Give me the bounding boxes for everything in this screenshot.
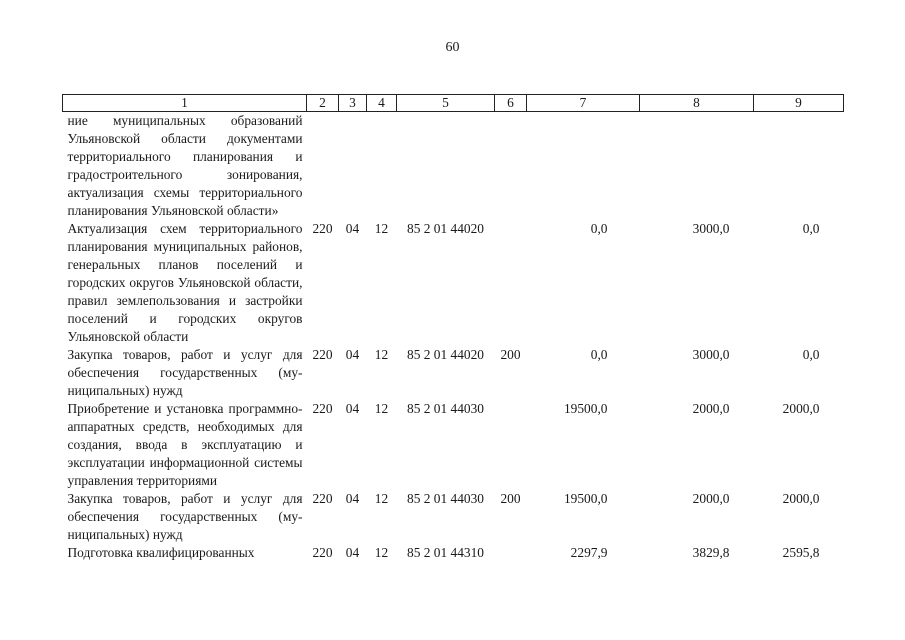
table-body (63, 112, 844, 563)
row-name: Закупка товаров, работ и услуг для обеспечения государственных (муниципальных) нужд (67, 491, 303, 542)
row-amount-col8: 3000,0 (692, 347, 730, 362)
header-cell-8: 8 (640, 95, 754, 112)
row-subsection: 12 (374, 347, 389, 362)
header-cell-4: 4 (367, 95, 397, 112)
row-amount-col9: 2595,8 (782, 545, 820, 560)
header-cell-1: 1 (63, 95, 307, 112)
row-amount-col7 (527, 112, 640, 221)
header-row (63, 95, 844, 112)
table-row (63, 112, 844, 221)
row-amount-col9: 0,0 (802, 221, 820, 236)
row-subsection: 12 (374, 545, 389, 560)
row-target-article: 85 2 01 44030 (407, 491, 484, 506)
row-name: Приобретение и установка программно-аппаратных средств, необходимых для создания, ввода в эксплуатацию и эксплуатации информационной системы управления территориями (67, 401, 303, 488)
table-row (63, 346, 844, 400)
row-subsection (367, 112, 397, 221)
row-amount-col8: 2000,0 (692, 401, 730, 416)
row-expense-type: 200 (500, 347, 521, 362)
header-cell-2: 2 (307, 95, 339, 112)
row-name: ние муниципальных образований Ульяновской области документами территориального планирования и градостроительного зонирования, актуализация схемы территориального планирования Ульяновской области» (67, 113, 303, 218)
row-section: 04 (345, 401, 360, 416)
row-name: Закупка товаров, работ и услуг для обеспечения государственных (муниципальных) нужд (67, 347, 303, 398)
row-chapter: 220 (312, 545, 333, 560)
row-expense-type: 200 (500, 491, 521, 506)
row-amount-col8: 2000,0 (692, 491, 730, 506)
row-expense-type (495, 544, 527, 562)
row-amount-col9 (754, 112, 844, 221)
table-row (63, 220, 844, 346)
row-section: 04 (345, 347, 360, 362)
row-section: 04 (345, 545, 360, 560)
row-target-article: 85 2 01 44020 (407, 347, 484, 362)
row-amount-col7: 0,0 (590, 221, 608, 236)
table-row (63, 490, 844, 544)
row-amount-col9: 2000,0 (782, 401, 820, 416)
page-number: 60 (445, 40, 460, 55)
row-subsection: 12 (374, 401, 389, 416)
row-amount-col9: 0,0 (802, 347, 820, 362)
header-cell-9: 9 (754, 95, 844, 112)
row-amount-col7: 2297,9 (570, 545, 608, 560)
budget-table (62, 94, 844, 562)
row-chapter (307, 112, 339, 221)
row-amount-col7: 19500,0 (563, 491, 608, 506)
row-section: 04 (345, 221, 360, 236)
row-amount-col9: 2000,0 (782, 491, 820, 506)
table-row (63, 400, 844, 490)
row-target-article: 85 2 01 44030 (407, 401, 484, 416)
row-chapter: 220 (312, 401, 333, 416)
row-name: Подготовка квалифицированных (67, 545, 255, 560)
row-target-article: 85 2 01 44310 (407, 545, 484, 560)
row-amount-col8: 3000,0 (692, 221, 730, 236)
row-chapter: 220 (312, 347, 333, 362)
row-name: Актуализация схем территориального планирования муниципальных районов, генеральных планов поселений и городских округов Ульяновской области, правил землепользования и застройки поселений и городских округов Ульяновской области (67, 221, 303, 344)
row-expense-type (495, 400, 527, 490)
header-cell-5: 5 (397, 95, 495, 112)
row-expense-type (495, 220, 527, 346)
row-chapter: 220 (312, 491, 333, 506)
row-amount-col8 (640, 112, 754, 221)
row-expense-type (495, 112, 527, 221)
table-header (63, 95, 844, 112)
row-subsection: 12 (374, 491, 389, 506)
row-amount-col8: 3829,8 (692, 545, 730, 560)
row-amount-col7: 0,0 (590, 347, 608, 362)
header-cell-3: 3 (339, 95, 367, 112)
row-section: 04 (345, 491, 360, 506)
row-section (339, 112, 367, 221)
header-cell-6: 6 (495, 95, 527, 112)
row-amount-col7: 19500,0 (563, 401, 608, 416)
table-row (63, 544, 844, 562)
row-subsection: 12 (374, 221, 389, 236)
row-target-article (397, 112, 495, 221)
row-chapter: 220 (312, 221, 333, 236)
header-cell-7: 7 (527, 95, 640, 112)
row-target-article: 85 2 01 44020 (407, 221, 484, 236)
